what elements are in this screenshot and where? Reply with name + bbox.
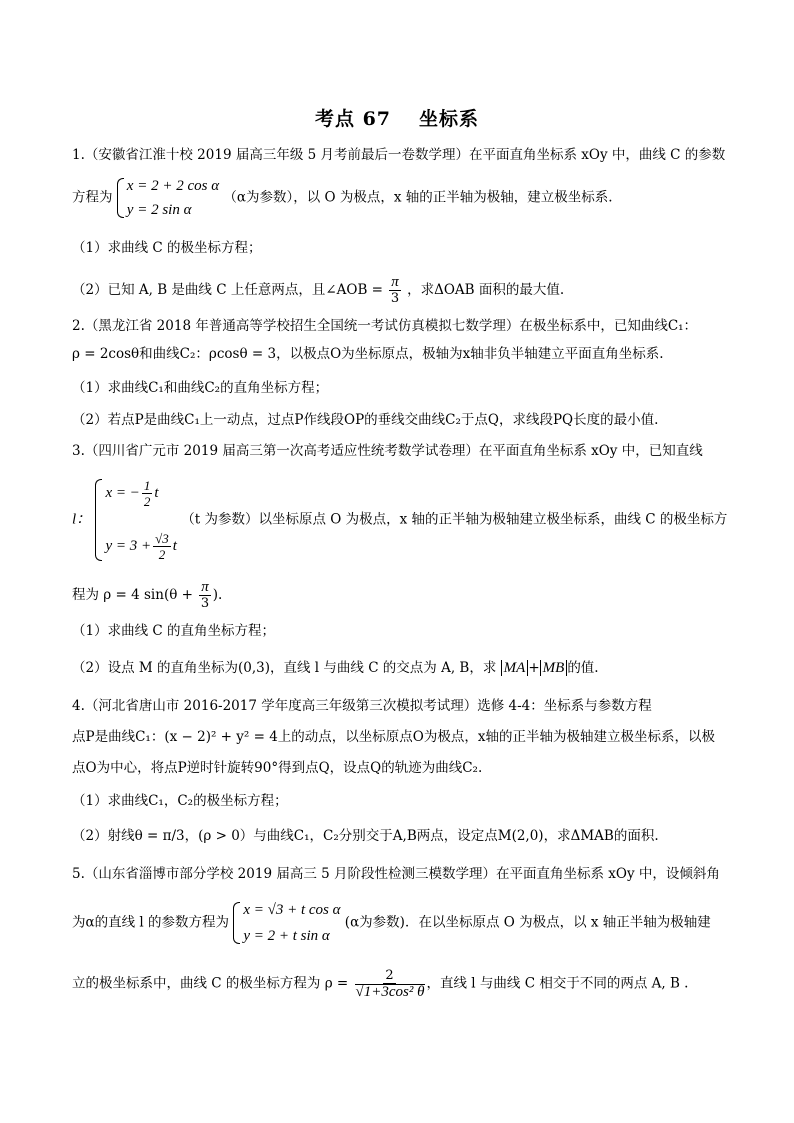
q4-intro: 4.（河北省唐山市 2016-2017 学年度高三年级第三次模拟考试理）选修 4-4：坐标系与参数方程 bbox=[72, 698, 652, 714]
q3-polar-a: 程为 ρ = 4 sin(θ + bbox=[72, 587, 193, 603]
q2-part2: （2）若点P是曲线C₁上一动点，过点P作线段OP的垂线交曲线C₂于点Q，求线段PQ长度的最小值. bbox=[72, 412, 659, 428]
q1-prefix: 方程为 bbox=[72, 189, 113, 206]
q1-part2 bbox=[72, 275, 564, 306]
q4-part1: （1）求曲线C₁，C₂的极坐标方程； bbox=[72, 793, 288, 809]
q3-part1: （1）求曲线 C 的直角坐标方程； bbox=[72, 623, 276, 639]
q5-equation-line bbox=[72, 900, 711, 946]
q3-l-label: l： bbox=[72, 511, 92, 528]
q2-intro: 2.（黑龙江省 2018 年普通高等学校招生全国统一考试仿真模拟七数学理）在极坐标系中，已知曲线C₁： bbox=[72, 318, 698, 334]
q3-eq2-b: t bbox=[172, 537, 177, 554]
q3-polar-equation bbox=[72, 580, 222, 611]
fraction-denominator: 3 bbox=[390, 291, 400, 306]
q1-part2-a: （2）已知 A, B 是曲线 C 上任意两点，且∠AOB = bbox=[72, 282, 383, 298]
q5-intro: 5.（山东省淄博市部分学校 2019 届高三 5 月阶段性检测三模数学理）在平面直角坐标系 xOy 中，设倾斜角 bbox=[72, 866, 720, 882]
q3-eq1 bbox=[105, 478, 176, 509]
q3-abs-ma: MA bbox=[501, 660, 529, 676]
fraction-numerator: 1 bbox=[143, 478, 151, 493]
q3-part2 bbox=[72, 658, 599, 678]
fraction-numerator: √3 bbox=[155, 531, 169, 546]
q5-polar-b: ，直线 l 与曲线 C 相交于不同的两点 A, B . bbox=[426, 975, 689, 992]
q5-eq2: y = 2 + t sin α bbox=[243, 928, 330, 944]
q3-suffix: （t 为参数）以坐标原点 O 为极点，x 轴的正半轴为极轴建立极坐标系，曲线 C 的极坐标方 bbox=[181, 511, 728, 528]
q5-polar-fraction bbox=[355, 968, 425, 1000]
q1-intro: 1.（安徽省江淮十校 2019 届高三年级 5 月考前最后一卷数学理）在平面直角坐标系 xOy 中，曲线 C 的参数 bbox=[72, 147, 726, 163]
q5-system bbox=[233, 900, 340, 946]
q3-polar-fraction bbox=[199, 580, 211, 611]
q5-prefix: 为α的直线 l 的参数方程为 bbox=[72, 914, 230, 931]
q4-line3: 点O为中心，将点P逆时针旋转90°得到点Q，设点Q的轨迹为曲线C₂. bbox=[72, 760, 483, 776]
fraction-numerator: π bbox=[201, 579, 209, 595]
q3-polar-b: ). bbox=[212, 587, 223, 603]
q1-angle-fraction bbox=[389, 275, 401, 306]
q1-eq2: y = 2 sin α bbox=[126, 202, 192, 218]
q1-system bbox=[117, 176, 219, 220]
fraction-denominator: √1+3cos² θ bbox=[355, 984, 425, 1000]
q4-line2: 点P是曲线C₁：(x − 2)² + y² = 4上的动点，以坐标原点O为极点，x轴的正半轴为极轴建立极坐标系，以极 bbox=[72, 729, 715, 745]
brace-icon bbox=[95, 479, 102, 561]
fraction-numerator: π bbox=[391, 274, 399, 290]
q3-intro: 3.（四川省广元市 2019 届高三第一次高考适应性统考数学试卷理）在平面直角坐标系 xOy 中，已知直线 bbox=[72, 443, 703, 459]
q1-equation-line bbox=[72, 176, 613, 220]
fraction-denominator: 3 bbox=[200, 596, 210, 611]
q5-polar-line bbox=[72, 968, 688, 1000]
q2-part1: （1）求曲线C₁和曲线C₂的直角坐标方程； bbox=[72, 380, 329, 396]
q3-eq1-a: x = − bbox=[105, 484, 140, 501]
q3-eq2-a: y = 3 + bbox=[105, 537, 152, 554]
fraction-numerator: 2 bbox=[385, 968, 394, 983]
q3-line-equation bbox=[72, 478, 727, 562]
q1-suffix: （α为参数），以 O 为极点，x 轴的正半轴为极轴，建立极坐标系. bbox=[223, 189, 613, 206]
fraction-denominator: 2 bbox=[158, 547, 166, 562]
q3-eq2 bbox=[105, 531, 176, 562]
q1-part1: （1）求曲线 C 的极坐标方程； bbox=[72, 240, 262, 256]
q4-part2: （2）射线θ = π/3，(ρ > 0）与曲线C₁，C₂分别交于A,B两点，设定点M(2,0)，求ΔMAB的面积. bbox=[72, 828, 659, 844]
q1-eq1: x = 2 + 2 cos α bbox=[126, 178, 220, 194]
q2-curves: ρ = 2cosθ和曲线C₂：ρcosθ = 3，以极点O为坐标原点，极轴为x轴非负半轴建立平面直角坐标系. bbox=[72, 346, 664, 362]
title-label: 考点 67 bbox=[314, 108, 392, 130]
q3-part2-b: 的值. bbox=[567, 660, 599, 676]
brace-icon bbox=[233, 902, 240, 944]
q3-abs-mb: MB bbox=[540, 660, 568, 676]
page-title bbox=[0, 104, 794, 131]
q3-plus: + bbox=[528, 660, 540, 676]
fraction-denominator: 2 bbox=[143, 494, 151, 509]
q3-part2-a: （2）设点 M 的直角坐标为(0,3)，直线 l 与曲线 C 的交点为 A, B，求 bbox=[72, 660, 497, 676]
brace-icon bbox=[117, 178, 124, 218]
q1-part2-b: ，求ΔOAB 面积的最大值. bbox=[407, 282, 565, 298]
q3-system bbox=[95, 478, 176, 562]
title-subject: 坐标系 bbox=[419, 108, 480, 130]
q3-eq1-b: t bbox=[154, 484, 159, 501]
q5-eq1: x = √3 + t cos α bbox=[243, 902, 341, 918]
q5-suffix: (α为参数)．在以坐标原点 O 为极点，以 x 轴正半轴为极轴建 bbox=[344, 914, 711, 931]
q5-polar-a: 立的极坐标系中，曲线 C 的极坐标方程为 ρ = bbox=[72, 975, 349, 992]
